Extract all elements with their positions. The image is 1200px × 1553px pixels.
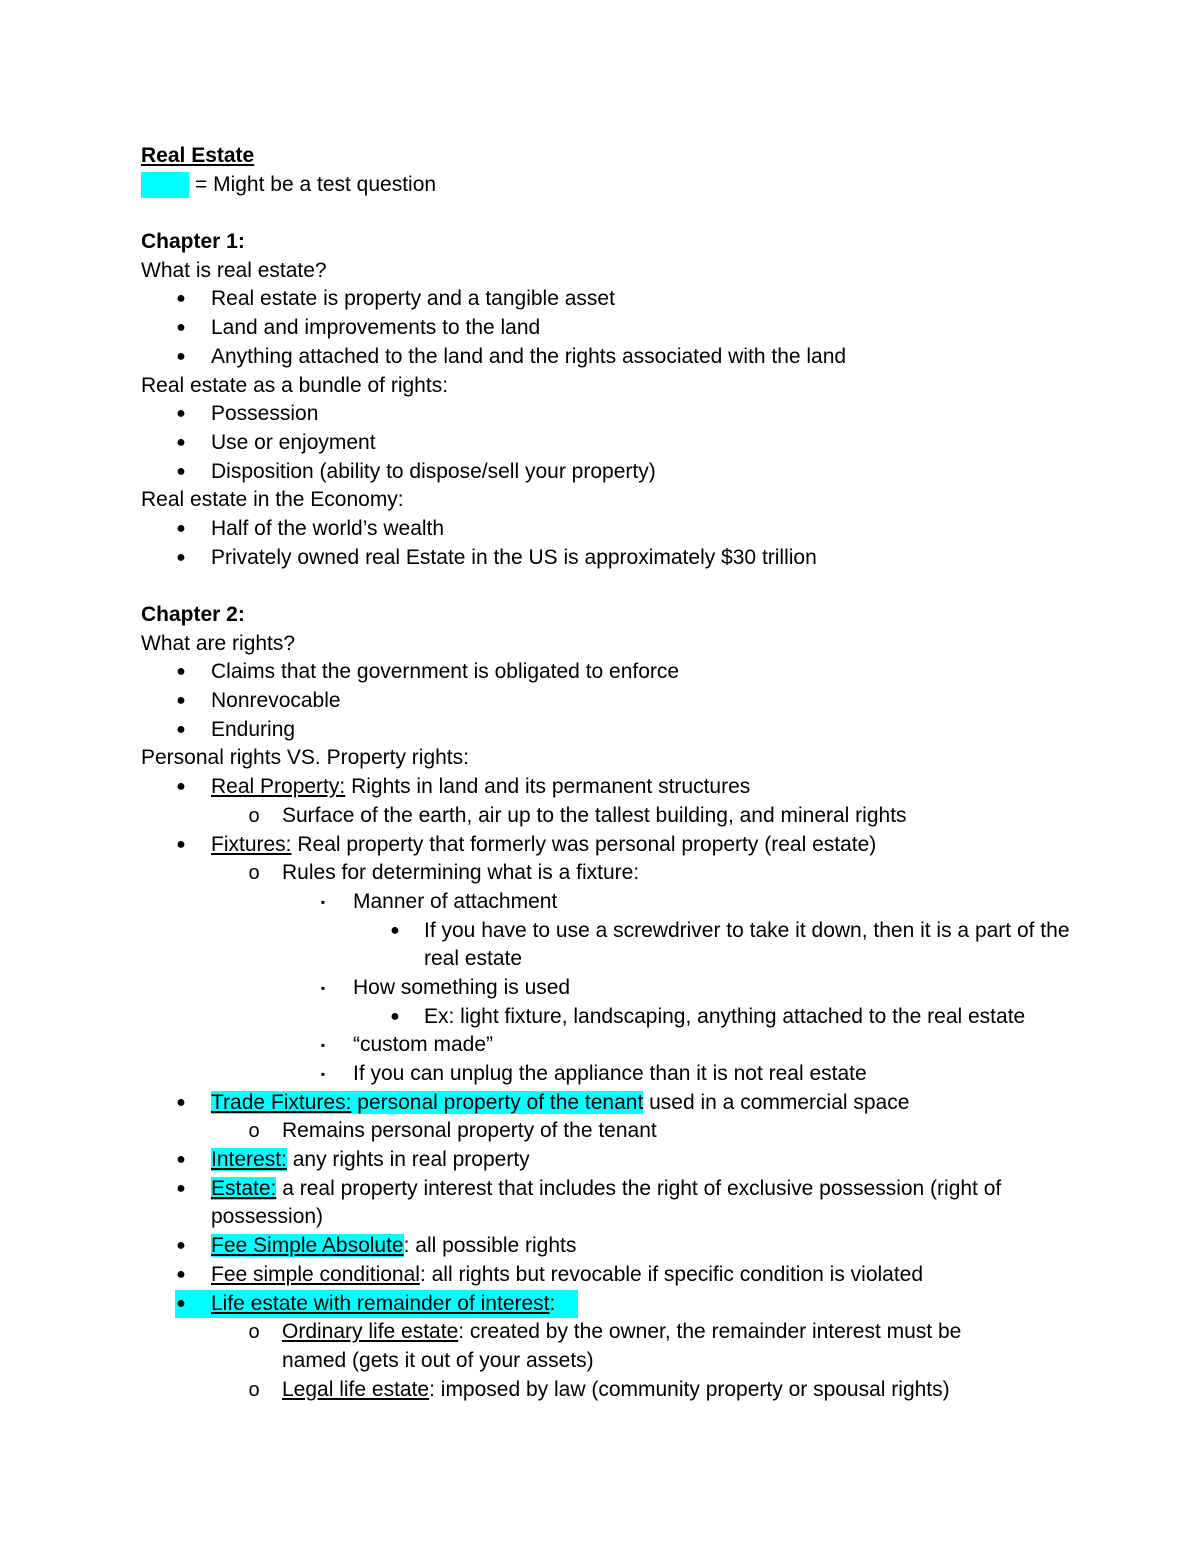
- list-item: o Surface of the earth, air up to the tallest building, and mineral rights: [141, 802, 1081, 831]
- term-ordinary-life-estate: Ordinary life estate: [282, 1320, 459, 1344]
- highlight-swatch: [141, 172, 189, 198]
- term-fee-simple-absolute: Fee Simple Absolute: [211, 1234, 404, 1258]
- term-fixtures: Fixtures:: [211, 832, 292, 856]
- ch2-question-2: Personal rights VS. Property rights:: [141, 746, 469, 770]
- bullet-icon: ●: [176, 692, 186, 710]
- doc-title: Real Estate: [141, 144, 255, 167]
- bullet-icon: ●: [176, 433, 186, 451]
- bullet-icon: ●: [176, 778, 186, 796]
- bullet-icon: ●: [176, 462, 186, 480]
- bullet-icon: ●: [390, 1007, 400, 1025]
- list-item-estate: ● Estate: a real property interest that includes the right of exclusive possession (right of possession): [141, 1175, 1041, 1232]
- term-interest: Interest:: [211, 1148, 287, 1172]
- list-item: ● If you have to use a screwdriver to take it down, then it is a part of the real estate: [141, 917, 1084, 974]
- ch1-question-3: Real estate in the Economy:: [141, 488, 404, 512]
- square-bullet-icon: ▪: [320, 1067, 326, 1082]
- bullet-icon: ●: [176, 319, 186, 337]
- list-item: ● Nonrevocable: [141, 687, 1081, 716]
- bullet-icon: ●: [176, 519, 186, 537]
- bullet-icon: ●: [176, 290, 186, 308]
- list-item-interest: ● Interest: any rights in real property: [141, 1146, 1081, 1175]
- list-item: ▪ “custom made”: [141, 1031, 1081, 1060]
- list-item: o Remains personal property of the tenant: [141, 1117, 1081, 1146]
- bullet-icon: ●: [176, 1294, 186, 1312]
- list-item-fee-simple-absolute: ● Fee Simple Absolute: all possible rights: [141, 1232, 1081, 1261]
- term-real-property: Real Property:: [211, 775, 346, 799]
- bullet-icon: ●: [176, 405, 186, 423]
- list-item-life-estate: ● Life estate with remainder of interest:: [141, 1290, 1081, 1319]
- bullet-icon: ●: [176, 1093, 186, 1111]
- list-item-legal-life-estate: o Legal life estate: imposed by law (community property or spousal rights): [141, 1376, 1081, 1405]
- ch2-question-1: What are rights?: [141, 631, 296, 655]
- list-item: ▪ How something is used: [141, 974, 1081, 1003]
- term-fee-simple-conditional: Fee simple conditional: [211, 1262, 420, 1286]
- term-trade-fixtures: Trade Fixtures:: [211, 1090, 352, 1114]
- term-life-estate: Life estate with remainder of interest: [211, 1291, 550, 1315]
- term-legal-life-estate: Legal life estate: [282, 1377, 430, 1401]
- chapter-1-heading: Chapter 1:: [141, 230, 245, 254]
- list-item: ● Real estate is property and a tangible asset: [141, 285, 1081, 314]
- list-item: ▪ Manner of attachment: [141, 888, 1081, 917]
- list-item-fixtures: ● Fixtures: Real property that formerly was personal property (real estate): [141, 831, 1081, 860]
- bullet-icon: ●: [176, 1237, 186, 1255]
- bullet-icon: ●: [390, 921, 400, 939]
- square-bullet-icon: ▪: [320, 1038, 326, 1053]
- term-estate: Estate:: [211, 1176, 277, 1200]
- list-item: ● Privately owned real Estate in the US is approximately $30 trillion: [141, 544, 1081, 573]
- list-item: ● Use or enjoyment: [141, 429, 1081, 458]
- list-item-real-property: ● Real Property: Rights in land and its permanent structures: [141, 773, 1081, 802]
- list-item-ordinary-life-estate: o Ordinary life estate: created by the owner, the remainder interest must be named (gets it out of your assets): [141, 1318, 992, 1375]
- legend-line: [141, 171, 1081, 200]
- list-item: o Rules for determining what is a fixture:: [141, 859, 1081, 888]
- list-item: ● Disposition (ability to dispose/sell your property): [141, 458, 1081, 487]
- ch1-question-2: Real estate as a bundle of rights:: [141, 373, 449, 397]
- circle-bullet-icon: o: [248, 804, 260, 827]
- circle-bullet-icon: o: [248, 1378, 260, 1401]
- square-bullet-icon: ▪: [320, 894, 326, 909]
- list-item: ● Half of the world’s wealth: [141, 515, 1081, 544]
- bullet-icon: ●: [176, 548, 186, 566]
- bullet-icon: ●: [176, 720, 186, 738]
- bullet-icon: ●: [176, 1265, 186, 1283]
- list-item: ● Enduring: [141, 716, 1081, 745]
- list-item-trade-fixtures: ● Trade Fixtures: personal property of the tenant used in a commercial space: [141, 1089, 1081, 1118]
- list-item: ● Possession: [141, 400, 1081, 429]
- list-item-fee-simple-conditional: ● Fee simple conditional: all rights but revocable if specific condition is violated: [141, 1261, 1081, 1290]
- bullet-icon: ●: [176, 663, 186, 681]
- bullet-icon: ●: [176, 1179, 186, 1197]
- list-item: ● Claims that the government is obligated to enforce: [141, 658, 1081, 687]
- bullet-icon: ●: [176, 347, 186, 365]
- list-item: ● Land and improvements to the land: [141, 314, 1081, 343]
- bullet-icon: ●: [176, 835, 186, 853]
- circle-bullet-icon: o: [248, 862, 260, 885]
- list-item: ▪ If you can unplug the appliance than it is not real estate: [141, 1060, 1081, 1089]
- list-item: ● Ex: light fixture, landscaping, anything attached to the real estate: [141, 1003, 1081, 1032]
- chapter-2-heading: Chapter 2:: [141, 603, 245, 626]
- notes-content: [141, 142, 1081, 1404]
- square-bullet-icon: ▪: [320, 980, 326, 995]
- circle-bullet-icon: o: [248, 1321, 260, 1344]
- list-item: ● Anything attached to the land and the rights associated with the land: [141, 343, 1081, 372]
- circle-bullet-icon: o: [248, 1120, 260, 1143]
- bullet-icon: ●: [176, 1151, 186, 1169]
- ch1-question-1: What is real estate?: [141, 258, 327, 282]
- legend-text: = Might be a test question: [195, 172, 437, 196]
